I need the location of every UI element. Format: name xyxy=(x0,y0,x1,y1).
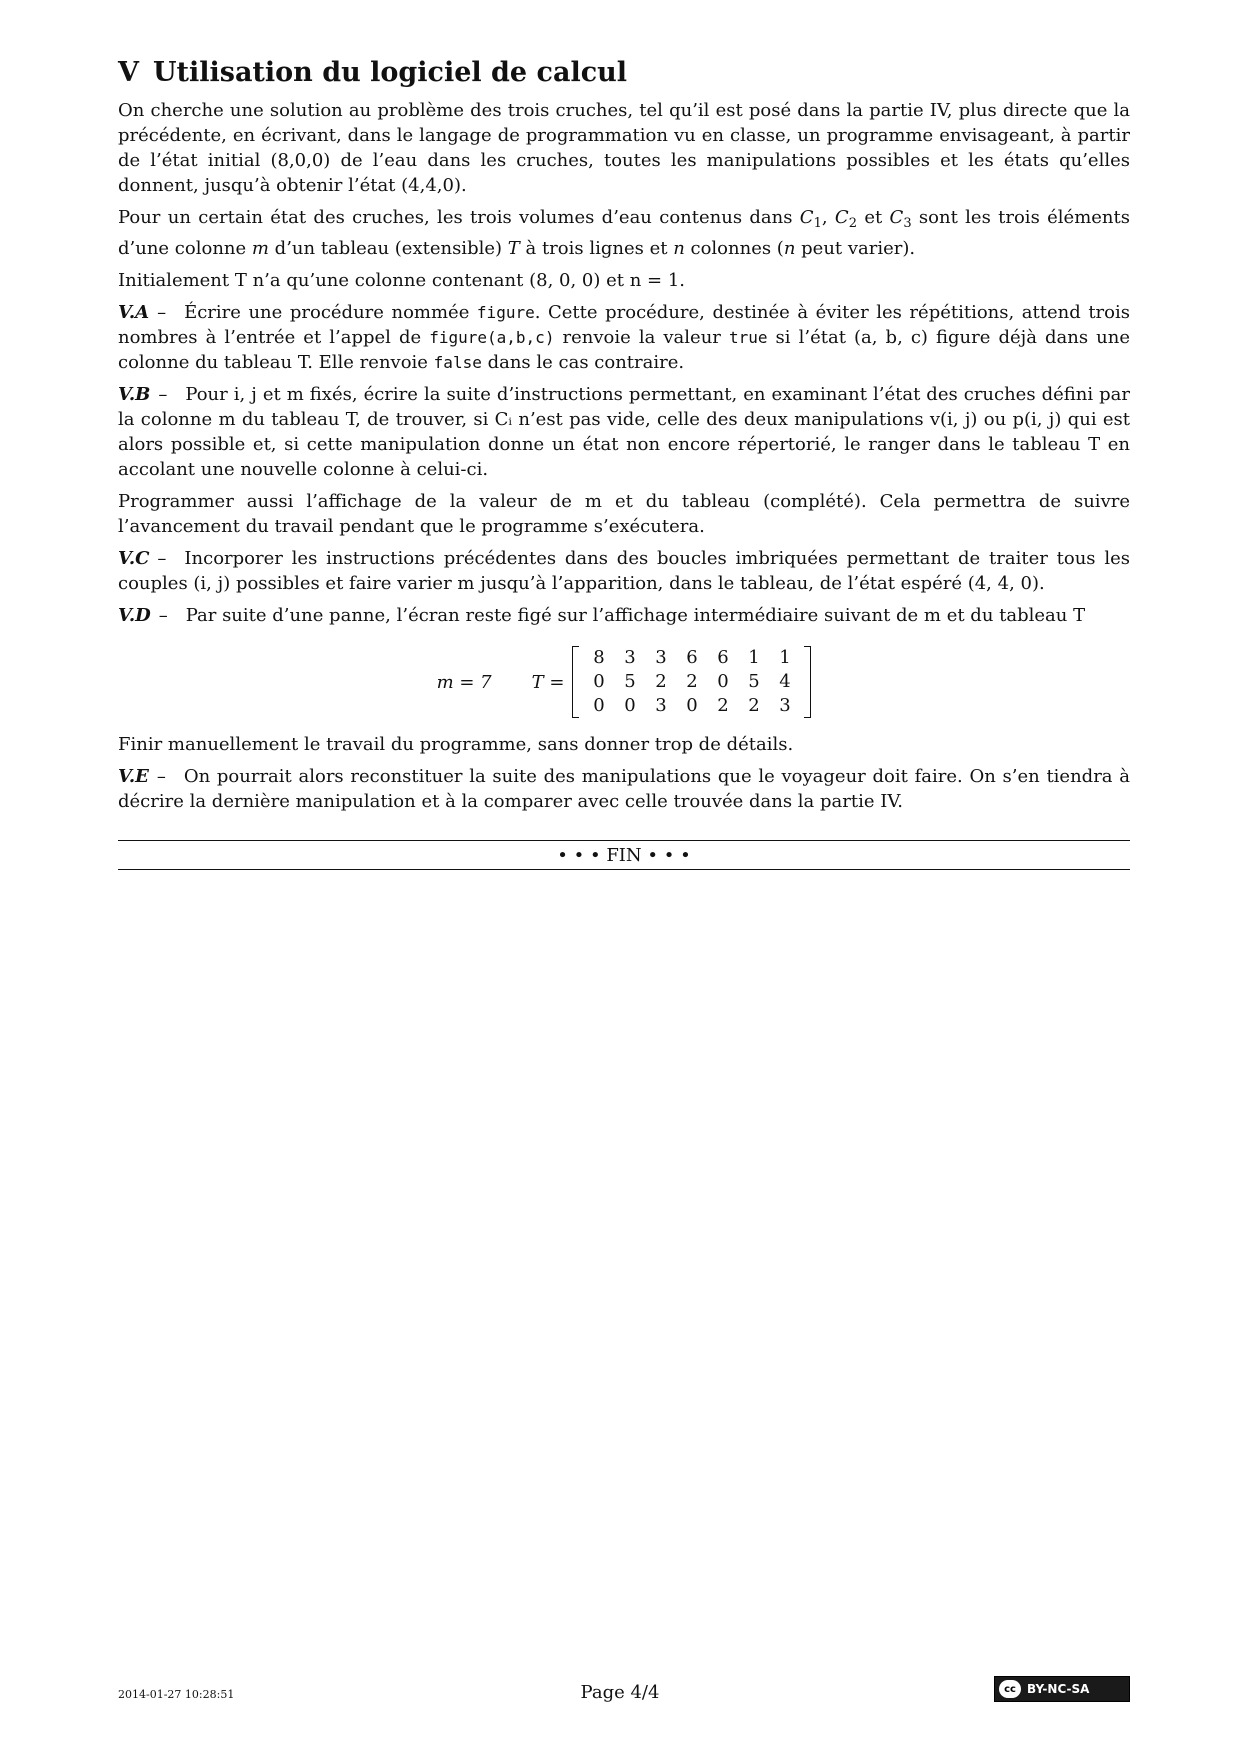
matrix-cell: 1 xyxy=(779,647,791,668)
matrix-cell: 5 xyxy=(624,671,636,692)
intro-paragraph: On cherche une solution au problème des trois cruches, tel qu’il est posé dans la partie IV, plus directe que la précédente, en écrivant, dans le langage de programmation vu en classe, un programme envisageant, à partir de l’état initial (8,0,0) de l’eau dans les cruches, toutes les manipulations possibles et les états qu’elles donnent, jusqu’à obtenir l’état (4,4,0). xyxy=(118,100,1130,196)
page-content xyxy=(118,56,1130,870)
question-label: V.B xyxy=(118,384,151,405)
question-label: V.C xyxy=(118,548,150,569)
creative-commons-icon: cc xyxy=(999,1680,1021,1698)
definition-paragraph: Pour un certain état des cruches, les trois volumes d’eau contenus dans $C_1$, $C_2$ et $C_3$ sont les trois éléments d’une colonne m d’un tableau (extensible) T à trois lignes et n colonnes (n peut varier). xyxy=(118,207,1130,259)
left-bracket xyxy=(572,646,579,718)
question-vd-followup: Finir manuellement le travail du programme, sans donner trop de détails. xyxy=(118,734,794,755)
matrix-cell: 6 xyxy=(686,647,698,668)
matrix-row xyxy=(583,694,800,718)
right-bracket xyxy=(804,646,811,718)
section-title xyxy=(118,56,1130,90)
end-marker xyxy=(118,840,1130,870)
matrix-cell: 2 xyxy=(655,671,667,692)
matrix-cell: 4 xyxy=(779,671,791,692)
initial-state-paragraph: Initialement T n’a qu’une colonne contenant (8, 0, 0) et n = 1. xyxy=(118,270,685,291)
question-vd: V.D – Par suite d’une panne, l’écran reste figé sur l’affichage intermédiaire suivant de m et du tableau T xyxy=(118,605,1086,626)
fin-text: • • • FIN • • • xyxy=(557,844,691,866)
question-ve: V.E – On pourrait alors reconstituer la suite des manipulations que le voyageur doit faire. On s’en tiendra à décrire la dernière manipulation et à la comparer avec celle trouvée dans la partie IV. xyxy=(118,766,1130,812)
footer-date: 2014-01-27 10:28:51 xyxy=(118,1688,235,1701)
matrix-cell: 0 xyxy=(686,695,698,716)
question-label: V.A xyxy=(118,302,150,323)
matrix-cell: 3 xyxy=(655,695,667,716)
license-text: BY-NC-SA xyxy=(1027,1682,1090,1696)
matrix-cell: 5 xyxy=(748,671,760,692)
matrix-cell: 3 xyxy=(779,695,791,716)
question-vc: V.C – Incorporer les instructions précédentes dans des boucles imbriquées permettant de traiter tous les couples (i, j) possibles et faire varier m jusqu’à l’apparition, dans le tableau, de l’état espéré (4, 4, 0). xyxy=(118,548,1130,594)
matrix-display xyxy=(118,646,1130,718)
license-badge xyxy=(994,1676,1130,1702)
question-label: V.E xyxy=(118,766,149,787)
matrix-cell: 3 xyxy=(655,647,667,668)
matrix-cell: 0 xyxy=(593,695,605,716)
matrix-t xyxy=(572,646,811,718)
question-vb: V.B – Pour i, j et m fixés, écrire la suite d’instructions permettant, en examinant l’état des cruches défini par la colonne m du tableau T, de trouver, si Cᵢ n’est pas vide, celle des deux manipulations v(i, j) ou p(i, j) qui est alors possible et, si cette manipulation donne un état non encore répertorié, le ranger dans le tableau T en accolant une nouvelle colonne à celui-ci. xyxy=(118,384,1130,480)
t-label: T = xyxy=(531,671,565,693)
matrix-cell: 0 xyxy=(624,695,636,716)
matrix-row xyxy=(583,646,800,670)
matrix-cell: 3 xyxy=(624,647,636,668)
matrix-cell: 1 xyxy=(748,647,760,668)
matrix-cell: 0 xyxy=(717,671,729,692)
page-number: Page 4/4 xyxy=(580,1682,660,1703)
question-va: V.A – Écrire une procédure nommée figure. Cette procédure, destinée à éviter les répétitions, attend trois nombres à l’entrée et l’appel de figure(a,b,c) renvoie la valeur true si l’état (a, b, c) figure déjà dans une colonne du tableau T. Elle renvoie false dans le cas contraire. xyxy=(118,302,1130,373)
matrix-row xyxy=(583,670,800,694)
matrix-cell: 0 xyxy=(593,671,605,692)
matrix-cell: 6 xyxy=(717,647,729,668)
matrix-cell: 2 xyxy=(686,671,698,692)
matrix-cell: 2 xyxy=(717,695,729,716)
question-vb-display: Programmer aussi l’affichage de la valeur de m et du tableau (complété). Cela permettra de suivre l’avancement du travail pendant que le programme s’exécutera. xyxy=(118,491,1130,537)
matrix-cell: 8 xyxy=(593,647,605,668)
matrix-table xyxy=(583,646,800,718)
section-title-text: Utilisation du logiciel de calcul xyxy=(152,57,628,88)
matrix-cell: 2 xyxy=(748,695,760,716)
m-value: m = 7 xyxy=(436,671,492,693)
section-number: V xyxy=(118,57,139,88)
question-label: V.D xyxy=(118,605,151,626)
